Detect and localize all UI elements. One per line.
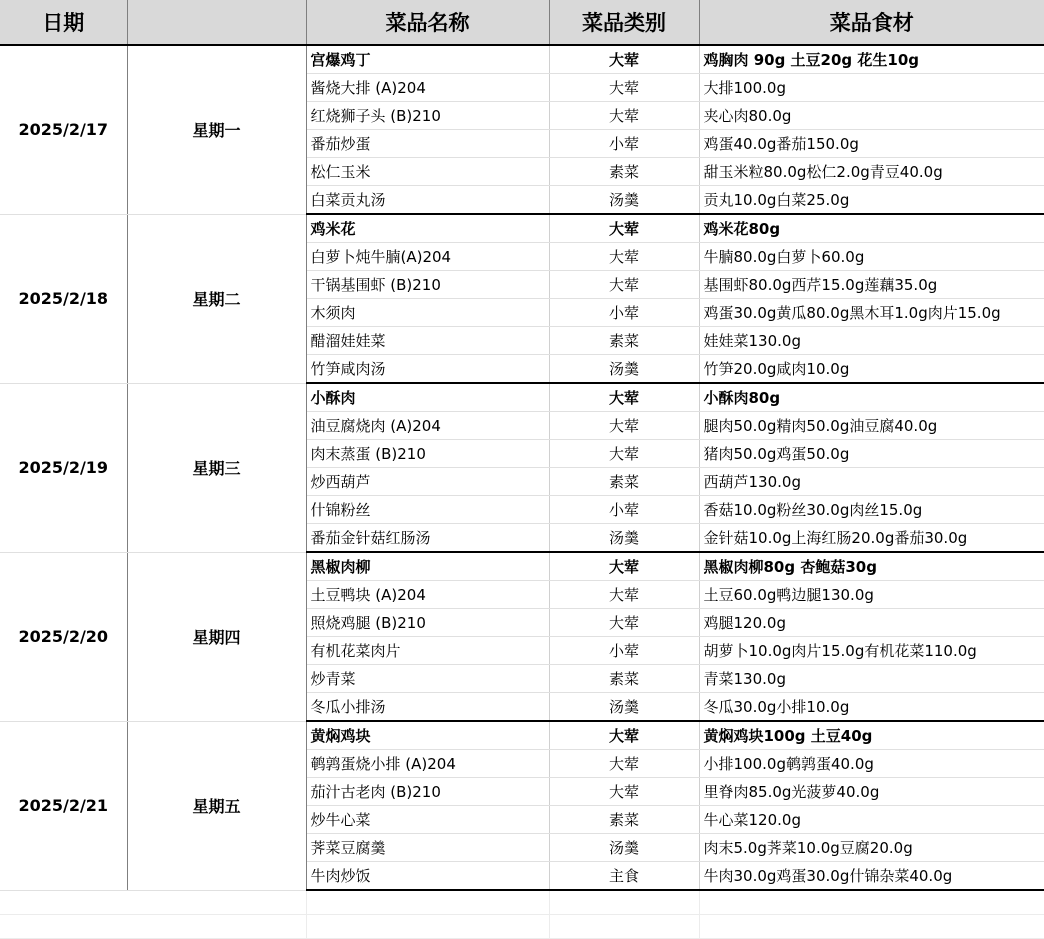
dish-name-cell[interactable]: 小酥肉 — [306, 383, 549, 412]
dish-ingredients-cell[interactable]: 腿肉50.0g精肉50.0g油豆腐40.0g — [699, 412, 1044, 440]
dish-category-cell[interactable]: 大荤 — [549, 45, 699, 74]
dish-ingredients-cell[interactable]: 基围虾80.0g西芹15.0g莲藕35.0g — [699, 271, 1044, 299]
dish-name-cell[interactable]: 番茄金针菇红肠汤 — [306, 524, 549, 553]
dish-category-cell[interactable]: 素菜 — [549, 327, 699, 355]
dish-ingredients-cell[interactable]: 猪肉50.0g鸡蛋50.0g — [699, 440, 1044, 468]
dish-category-cell[interactable]: 小荤 — [549, 496, 699, 524]
dish-category-cell[interactable]: 大荤 — [549, 102, 699, 130]
dish-ingredients-cell[interactable]: 西葫芦130.0g — [699, 468, 1044, 496]
dish-name-cell[interactable]: 黑椒肉柳 — [306, 552, 549, 581]
table-row — [0, 721, 1044, 750]
dish-category-cell[interactable]: 大荤 — [549, 74, 699, 102]
dish-category-cell[interactable]: 小荤 — [549, 299, 699, 327]
weekday-cell[interactable]: 星期五 — [127, 721, 306, 890]
date-cell[interactable]: 2025/2/19 — [0, 383, 127, 552]
dish-name-cell[interactable]: 土豆鸭块 (A)204 — [306, 581, 549, 609]
empty-cell[interactable] — [127, 890, 306, 915]
dish-name-cell[interactable]: 木须肉 — [306, 299, 549, 327]
empty-cell[interactable] — [549, 915, 699, 939]
dish-name-cell[interactable]: 鸡米花 — [306, 214, 549, 243]
dish-ingredients-cell[interactable]: 牛肉30.0g鸡蛋30.0g什锦杂菜40.0g — [699, 862, 1044, 891]
dish-ingredients-cell[interactable]: 娃娃菜130.0g — [699, 327, 1044, 355]
dish-name-cell[interactable]: 油豆腐烧肉 (A)204 — [306, 412, 549, 440]
empty-cell[interactable] — [549, 890, 699, 915]
dish-ingredients-cell[interactable]: 小酥肉80g — [699, 383, 1044, 412]
dish-name-cell[interactable]: 红烧狮子头 (B)210 — [306, 102, 549, 130]
dish-name-cell[interactable]: 松仁玉米 — [306, 158, 549, 186]
dish-category-cell[interactable]: 大荤 — [549, 214, 699, 243]
dish-name-cell[interactable]: 什锦粉丝 — [306, 496, 549, 524]
dish-name-cell[interactable]: 荠菜豆腐羹 — [306, 834, 549, 862]
dish-category-cell[interactable]: 大荤 — [549, 609, 699, 637]
dish-category-cell[interactable]: 大荤 — [549, 581, 699, 609]
date-cell[interactable]: 2025/2/18 — [0, 214, 127, 383]
dish-ingredients-cell[interactable]: 里脊肉85.0g光菠萝40.0g — [699, 778, 1044, 806]
dish-name-cell[interactable]: 冬瓜小排汤 — [306, 693, 549, 722]
weekday-cell[interactable]: 星期三 — [127, 383, 306, 552]
dish-name-cell[interactable]: 照烧鸡腿 (B)210 — [306, 609, 549, 637]
dish-ingredients-cell[interactable]: 肉末5.0g荠菜10.0g豆腐20.0g — [699, 834, 1044, 862]
dish-ingredients-cell[interactable]: 牛心菜120.0g — [699, 806, 1044, 834]
dish-ingredients-cell[interactable]: 香菇10.0g粉丝30.0g肉丝15.0g — [699, 496, 1044, 524]
empty-cell[interactable] — [306, 915, 549, 939]
dish-ingredients-cell[interactable]: 黄焖鸡块100g 土豆40g — [699, 721, 1044, 750]
dish-name-cell[interactable]: 黄焖鸡块 — [306, 721, 549, 750]
dish-ingredients-cell[interactable]: 大排100.0g — [699, 74, 1044, 102]
dish-ingredients-cell[interactable]: 鸡胸肉 90g 土豆20g 花生10g — [699, 45, 1044, 74]
dish-category-cell[interactable]: 大荤 — [549, 243, 699, 271]
dish-name-cell[interactable]: 炒青菜 — [306, 665, 549, 693]
empty-row — [0, 890, 1044, 915]
dish-category-cell[interactable]: 主食 — [549, 862, 699, 891]
header-row — [0, 0, 1044, 45]
dish-name-cell[interactable]: 醋溜娃娃菜 — [306, 327, 549, 355]
dish-category-cell[interactable]: 大荤 — [549, 750, 699, 778]
weekday-cell[interactable]: 星期四 — [127, 552, 306, 721]
dish-category-cell[interactable]: 小荤 — [549, 130, 699, 158]
dish-name-cell[interactable]: 炒牛心菜 — [306, 806, 549, 834]
dish-ingredients-cell[interactable]: 鸡蛋30.0g黄瓜80.0g黑木耳1.0g肉片15.0g — [699, 299, 1044, 327]
dish-name-cell[interactable]: 鹌鹑蛋烧小排 (A)204 — [306, 750, 549, 778]
dish-category-cell[interactable]: 汤羹 — [549, 834, 699, 862]
dish-category-cell[interactable]: 大荤 — [549, 552, 699, 581]
header-dish-category[interactable]: 菜品类别 — [549, 0, 699, 45]
dish-category-cell[interactable]: 大荤 — [549, 778, 699, 806]
table-row — [0, 552, 1044, 581]
empty-row — [0, 915, 1044, 939]
dish-ingredients-cell[interactable]: 甜玉米粒80.0g松仁2.0g青豆40.0g — [699, 158, 1044, 186]
dish-name-cell[interactable]: 干锅基围虾 (B)210 — [306, 271, 549, 299]
dish-category-cell[interactable]: 素菜 — [549, 158, 699, 186]
dish-category-cell[interactable]: 大荤 — [549, 383, 699, 412]
table-row — [0, 383, 1044, 412]
dish-ingredients-cell[interactable]: 贡丸10.0g白菜25.0g — [699, 186, 1044, 215]
dish-ingredients-cell[interactable]: 夹心肉80.0g — [699, 102, 1044, 130]
dish-ingredients-cell[interactable]: 青菜130.0g — [699, 665, 1044, 693]
dish-category-cell[interactable]: 小荤 — [549, 637, 699, 665]
date-cell[interactable]: 2025/2/20 — [0, 552, 127, 721]
dish-ingredients-cell[interactable]: 胡萝卜10.0g肉片15.0g有机花菜110.0g — [699, 637, 1044, 665]
table-row — [0, 214, 1044, 243]
dish-ingredients-cell[interactable]: 金针菇10.0g上海红肠20.0g番茄30.0g — [699, 524, 1044, 553]
table-row — [0, 45, 1044, 74]
empty-cell[interactable] — [0, 890, 127, 915]
dish-category-cell[interactable]: 大荤 — [549, 412, 699, 440]
dish-name-cell[interactable]: 肉末蒸蛋 (B)210 — [306, 440, 549, 468]
header-weekday[interactable] — [127, 0, 306, 45]
weekday-cell[interactable]: 星期二 — [127, 214, 306, 383]
header-dish-name[interactable]: 菜品名称 — [306, 0, 549, 45]
dish-name-cell[interactable]: 番茄炒蛋 — [306, 130, 549, 158]
date-cell[interactable]: 2025/2/21 — [0, 721, 127, 890]
empty-cell[interactable] — [127, 915, 306, 939]
dish-ingredients-cell[interactable]: 鸡腿120.0g — [699, 609, 1044, 637]
dish-name-cell[interactable]: 炒西葫芦 — [306, 468, 549, 496]
dish-name-cell[interactable]: 宫爆鸡丁 — [306, 45, 549, 74]
empty-cell[interactable] — [699, 890, 1044, 915]
header-dish-ingredients[interactable]: 菜品食材 — [699, 0, 1044, 45]
dish-name-cell[interactable]: 茄汁古老肉 (B)210 — [306, 778, 549, 806]
dish-category-cell[interactable]: 大荤 — [549, 440, 699, 468]
dish-ingredients-cell[interactable]: 鸡蛋40.0g番茄150.0g — [699, 130, 1044, 158]
dish-category-cell[interactable]: 汤羹 — [549, 524, 699, 553]
dish-category-cell[interactable]: 大荤 — [549, 271, 699, 299]
dish-ingredients-cell[interactable]: 小排100.0g鹌鹑蛋40.0g — [699, 750, 1044, 778]
empty-cell[interactable] — [306, 890, 549, 915]
dish-category-cell[interactable]: 汤羹 — [549, 186, 699, 215]
dish-category-cell[interactable]: 汤羹 — [549, 355, 699, 384]
dish-name-cell[interactable]: 竹笋咸肉汤 — [306, 355, 549, 384]
dish-ingredients-cell[interactable]: 鸡米花80g — [699, 214, 1044, 243]
dish-name-cell[interactable]: 白萝卜炖牛腩(A)204 — [306, 243, 549, 271]
weekday-cell[interactable]: 星期一 — [127, 45, 306, 214]
date-cell[interactable]: 2025/2/17 — [0, 45, 127, 214]
dish-category-cell[interactable]: 大荤 — [549, 721, 699, 750]
dish-name-cell[interactable]: 牛肉炒饭 — [306, 862, 549, 891]
dish-category-cell[interactable]: 素菜 — [549, 468, 699, 496]
dish-ingredients-cell[interactable]: 黑椒肉柳80g 杏鲍菇30g — [699, 552, 1044, 581]
dish-name-cell[interactable]: 酱烧大排 (A)204 — [306, 74, 549, 102]
dish-category-cell[interactable]: 汤羹 — [549, 693, 699, 722]
empty-cell[interactable] — [0, 915, 127, 939]
dish-ingredients-cell[interactable]: 冬瓜30.0g小排10.0g — [699, 693, 1044, 722]
dish-name-cell[interactable]: 有机花菜肉片 — [306, 637, 549, 665]
dish-ingredients-cell[interactable]: 牛腩80.0g白萝卜60.0g — [699, 243, 1044, 271]
dish-name-cell[interactable]: 白菜贡丸汤 — [306, 186, 549, 215]
dish-category-cell[interactable]: 素菜 — [549, 665, 699, 693]
menu-body — [0, 45, 1044, 939]
dish-category-cell[interactable]: 素菜 — [549, 806, 699, 834]
dish-ingredients-cell[interactable]: 竹笋20.0g咸肉10.0g — [699, 355, 1044, 384]
header-date[interactable]: 日期 — [0, 0, 127, 45]
empty-cell[interactable] — [699, 915, 1044, 939]
dish-ingredients-cell[interactable]: 土豆60.0g鸭边腿130.0g — [699, 581, 1044, 609]
